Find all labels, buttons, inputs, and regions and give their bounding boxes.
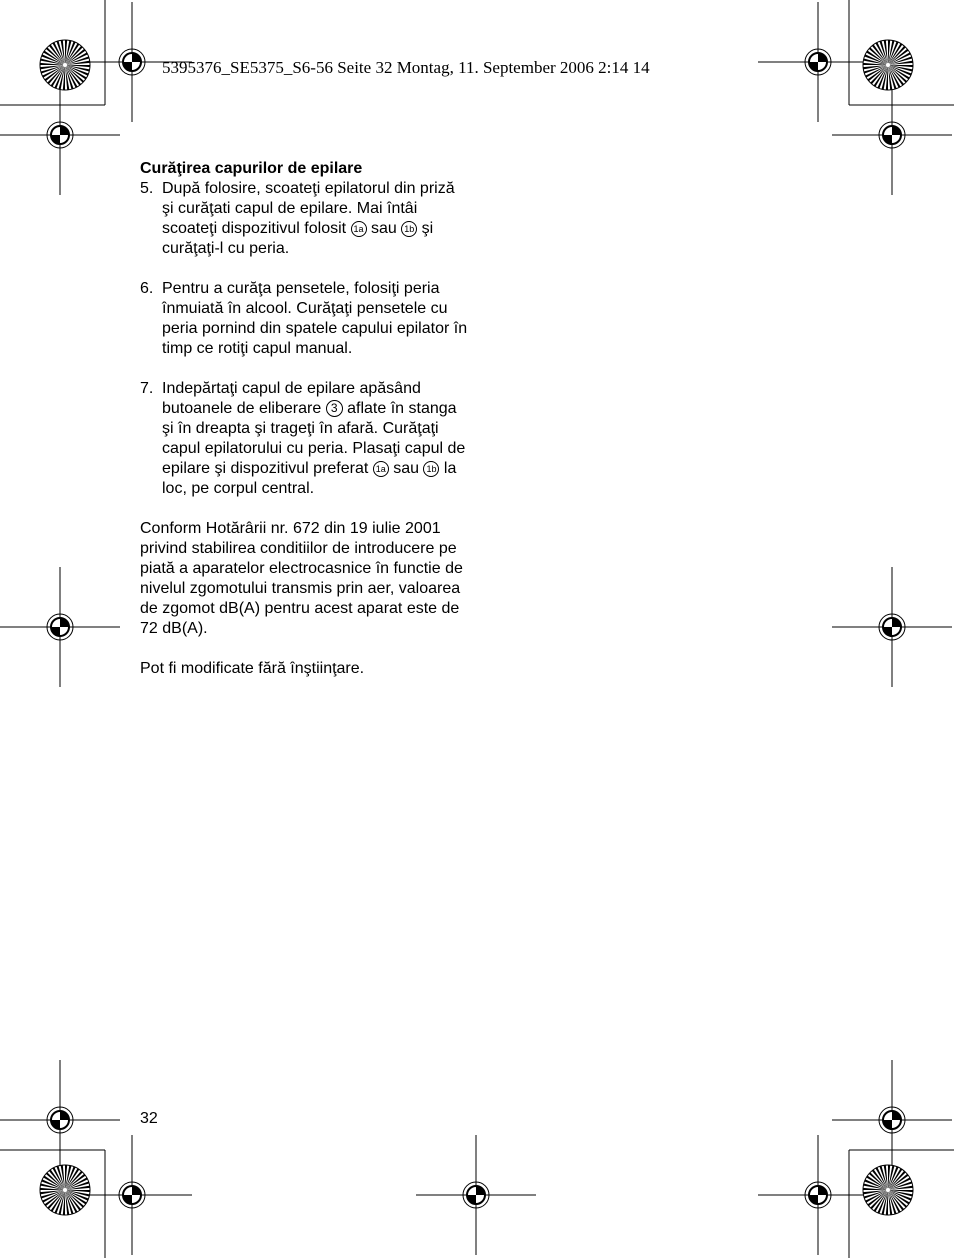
starburst-target-icon — [863, 1165, 913, 1215]
step-text-part: aflate în stanga şi în dreapta şi trageţi în afară. Curăţaţi capul epilatorului cu peria. Plasaţi capul de epilare şi dispozitivul preferat — [162, 400, 466, 477]
step-number: 6. — [140, 280, 154, 297]
starburst-target-icon — [863, 40, 913, 90]
step-text-part: la loc, pe corpul central. — [162, 460, 457, 497]
disclaimer: Pot fi modificate fără înştiinţare. — [140, 660, 365, 677]
callout-1b-icon: 1b — [423, 461, 439, 477]
registration-mark-icon — [758, 1135, 878, 1255]
step-text-part: sau — [366, 220, 402, 237]
step-number: 7. — [140, 380, 154, 397]
section-title: Curăţirea capurilor de epilare — [140, 160, 363, 177]
callout-1a-icon: 1a — [351, 221, 367, 237]
registration-mark-icon — [0, 1060, 120, 1180]
registration-mark-icon — [832, 75, 952, 195]
step-text-part: Indepărtaţi capul de epilare apăsând butoanele de eliberare — [162, 380, 421, 417]
callout-1a-icon: 1a — [373, 461, 389, 477]
callout-3-icon: 3 — [326, 400, 343, 417]
list-item — [140, 179, 470, 259]
step-text-part: După folosire, scoateţi epilatorul din priză şi curăţati capul de epilare. Mai întâi scoateţi dispozitivul folosit — [162, 180, 455, 237]
step-text — [162, 179, 470, 259]
registration-mark-icon — [416, 1135, 536, 1255]
noise-notice: Conform Hotărârii nr. 672 din 19 iulie 2001 privind stabilirea conditiilor de introducere pe piată a aparatelor electrocasnice în functie de nivelul zgomotului transmis prin aer, valoarea de zgomot dB(A) pentru acest aparat este de 72 dB(A). — [140, 520, 463, 637]
registration-mark-icon — [832, 567, 952, 687]
starburst-target-icon — [40, 40, 90, 90]
registration-mark-icon — [758, 2, 878, 122]
main-content — [140, 159, 470, 699]
callout-1b-icon: 1b — [401, 221, 417, 237]
page-number: 32 — [140, 1110, 158, 1127]
registration-mark-icon — [0, 75, 120, 195]
steps-list — [140, 179, 470, 499]
step-number: 5. — [140, 180, 154, 197]
step-text: Pentru a curăţa pensetele, folosiţi peria înmuiată în alcool. Curăţaţi pensetele cu peria pornind din spatele capului epilator în timp ce rotiţi capul manual. — [162, 280, 468, 357]
starburst-target-icon — [40, 1165, 90, 1215]
step-text — [162, 379, 470, 499]
registration-mark-icon — [0, 567, 120, 687]
list-item — [140, 379, 470, 499]
step-text-part: sau — [388, 460, 424, 477]
print-slug-header: 5395376_SE5375_S6-56 Seite 32 Montag, 11. September 2006 2:14 14 — [162, 58, 650, 77]
list-item — [140, 279, 470, 359]
step-text-part: şi curăţaţi-l cu peria. — [162, 220, 434, 257]
registration-mark-icon — [832, 1060, 952, 1180]
